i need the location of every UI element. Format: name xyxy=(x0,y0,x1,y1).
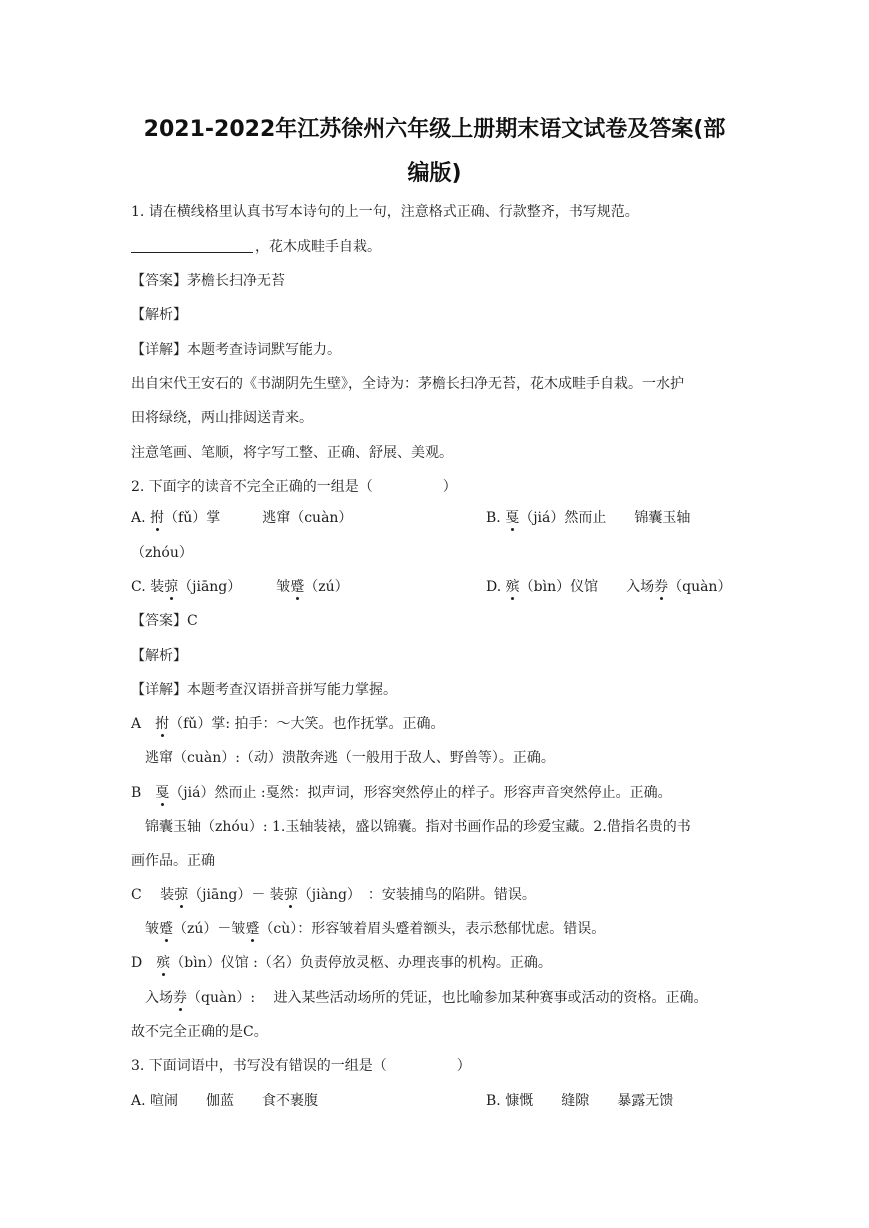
q1-paragraph-1: 出自宋代王安石的《书湖阴先生壁》，全诗为：茅檐长扫净无苔，花木成畦手自栽。一水护 xyxy=(131,376,684,392)
q2-explain-c1-dotted-char-1: 弶 xyxy=(174,887,189,903)
q2-option-c xyxy=(131,577,349,597)
q2-option-c-prefix: C. 装 xyxy=(131,579,165,595)
q2-explain-b1-dotted-char: 戛 xyxy=(155,785,170,801)
q2-option-b-text: （jiá）然而止 锦囊玉轴 xyxy=(519,510,691,526)
q2-explain-a2: 逃窜（cuàn）:（动）溃散奔逃（一般用于敌人、野兽等）。正确。 xyxy=(131,750,555,766)
document-title-line1: 2021-2022年江苏徐州六年级上册期末语文试卷及答案(部 xyxy=(143,117,726,142)
document-title-line2: 编版) xyxy=(407,161,462,186)
q2-explain-c2 xyxy=(131,919,605,939)
q2-explain-c2-prefix: 皱 xyxy=(131,921,159,937)
q1-blank-line xyxy=(131,237,381,257)
q2-option-c-middle: （jiāng） 皱 xyxy=(178,579,291,595)
q2-explain-d2-dotted-char: 券 xyxy=(173,990,187,1006)
q2-explain-c1 xyxy=(131,885,536,905)
q2-explain-a1-text: （fǔ）掌: 拍手：～大笑。也作抚掌。正确。 xyxy=(169,716,445,732)
q2-explain-c2-dotted-char-1: 蹙 xyxy=(159,921,173,937)
q2-option-a-prefix: A. xyxy=(131,510,151,526)
q2-option-d-prefix: D. xyxy=(486,579,506,595)
q2-explain-b1-text: （jiá）然而止 :戛然：拟声词，形容突然停止的样子。形容声音突然停止。正确。 xyxy=(169,785,672,801)
q2-explain-c1-dotted-char-2: 弶 xyxy=(283,887,298,903)
q1-stem: 1. 请在横线格里认真书写本诗句的上一句，注意格式正确、行款整齐，书写规范。 xyxy=(131,204,639,220)
q2-explain-a1-dotted-char: 拊 xyxy=(155,716,170,732)
q1-blank xyxy=(131,238,253,253)
q2-detail: 【详解】本题考查汉语拼音拼写能力掌握。 xyxy=(131,682,397,698)
q2-explain-a1 xyxy=(131,714,445,734)
q2-option-c-dotted-char-1: 弶 xyxy=(164,579,179,595)
q2-option-b-prefix: B. xyxy=(486,510,506,526)
q2-explain-a1-prefix: A xyxy=(131,716,156,732)
q2-option-d-middle: （bìn）仪馆 入场 xyxy=(519,579,655,595)
q2-stem: 2. 下面字的读音不完全正确的一组是（ ） xyxy=(131,479,457,495)
q2-explain-d1 xyxy=(131,953,552,973)
q1-blank-suffix: ，花木成畦手自栽。 xyxy=(255,239,381,255)
q2-explain-b1 xyxy=(131,783,672,803)
q2-option-b-dotted-char: 戛 xyxy=(505,510,520,526)
q2-option-d-text: （quàn） xyxy=(668,579,732,595)
q2-explain-b3: 画作品。正确 xyxy=(131,853,215,869)
q2-option-c-text: （zú） xyxy=(304,579,349,595)
q3-option-a: A. 喧闹 伽蓝 食不裹腹 xyxy=(131,1093,319,1109)
q3-stem: 3. 下面词语中，书写没有错误的一组是（ ） xyxy=(131,1058,471,1074)
q1-detail: 【详解】本题考查诗词默写能力。 xyxy=(131,342,341,358)
q2-option-d xyxy=(486,577,731,597)
q2-option-a xyxy=(131,508,352,528)
q2-option-d-dotted-char-1: 殡 xyxy=(505,579,520,595)
q2-option-c-dotted-char-2: 蹙 xyxy=(290,579,305,595)
q1-paragraph-3: 注意笔画、笔顺，将字写工整、正确、舒展、美观。 xyxy=(131,445,453,461)
q2-explain-d2-prefix: 入场 xyxy=(131,990,173,1006)
q2-explain-c1-text: （jiàng） ：安装捕鸟的陷阱。错误。 xyxy=(297,887,536,903)
q2-answer: 【答案】C xyxy=(131,613,198,629)
q2-analysis-label: 【解析】 xyxy=(131,648,187,664)
q2-explain-b2: 锦囊玉轴（zhóu）: 1.玉轴装裱，盛以锦囊。指对书画作品的珍爱宝藏。2.借指名贵的书 xyxy=(131,819,691,835)
q2-explain-c1-prefix: C 装 xyxy=(131,887,175,903)
q1-paragraph-2: 田将绿绕，两山排闼送青来。 xyxy=(131,410,313,426)
q2-option-b xyxy=(486,508,690,528)
q2-conclusion: 故不完全正确的是C。 xyxy=(131,1024,268,1040)
q2-explain-d1-dotted-char: 殡 xyxy=(156,955,171,971)
q2-option-a-text: （fǔ）掌 逃窜（cuàn） xyxy=(164,510,353,526)
q2-explain-c2-middle: （zú）－皱 xyxy=(173,921,246,937)
q2-option-b-continued: （zhóu） xyxy=(131,545,193,561)
q2-option-d-dotted-char-2: 券 xyxy=(654,579,669,595)
q2-explain-c2-text: （cù）：形容皱着眉头蹙着额头，表示愁郁忧虑。错误。 xyxy=(259,921,606,937)
q2-explain-b1-prefix: B xyxy=(131,785,156,801)
q2-option-a-dotted-char: 拊 xyxy=(150,510,165,526)
q2-explain-d2 xyxy=(131,988,708,1008)
q3-option-b: B. 慷慨 缝隙 暴露无馈 xyxy=(486,1093,674,1109)
q2-explain-d1-prefix: D xyxy=(131,955,157,971)
q1-answer: 【答案】茅檐长扫净无苔 xyxy=(131,273,285,289)
q2-explain-d2-text: （quàn）: 进入某些活动场所的凭证，也比喻参加某种赛事或活动的资格。正确。 xyxy=(187,990,708,1006)
q2-explain-c1-middle: （jiāng）－ 装 xyxy=(188,887,284,903)
q2-explain-d1-text: （bìn）仪馆 :（名）负责停放灵柩、办理丧事的机构。正确。 xyxy=(170,955,552,971)
q1-analysis-label: 【解析】 xyxy=(131,307,187,323)
q2-explain-c2-dotted-char-2: 蹙 xyxy=(245,921,260,937)
